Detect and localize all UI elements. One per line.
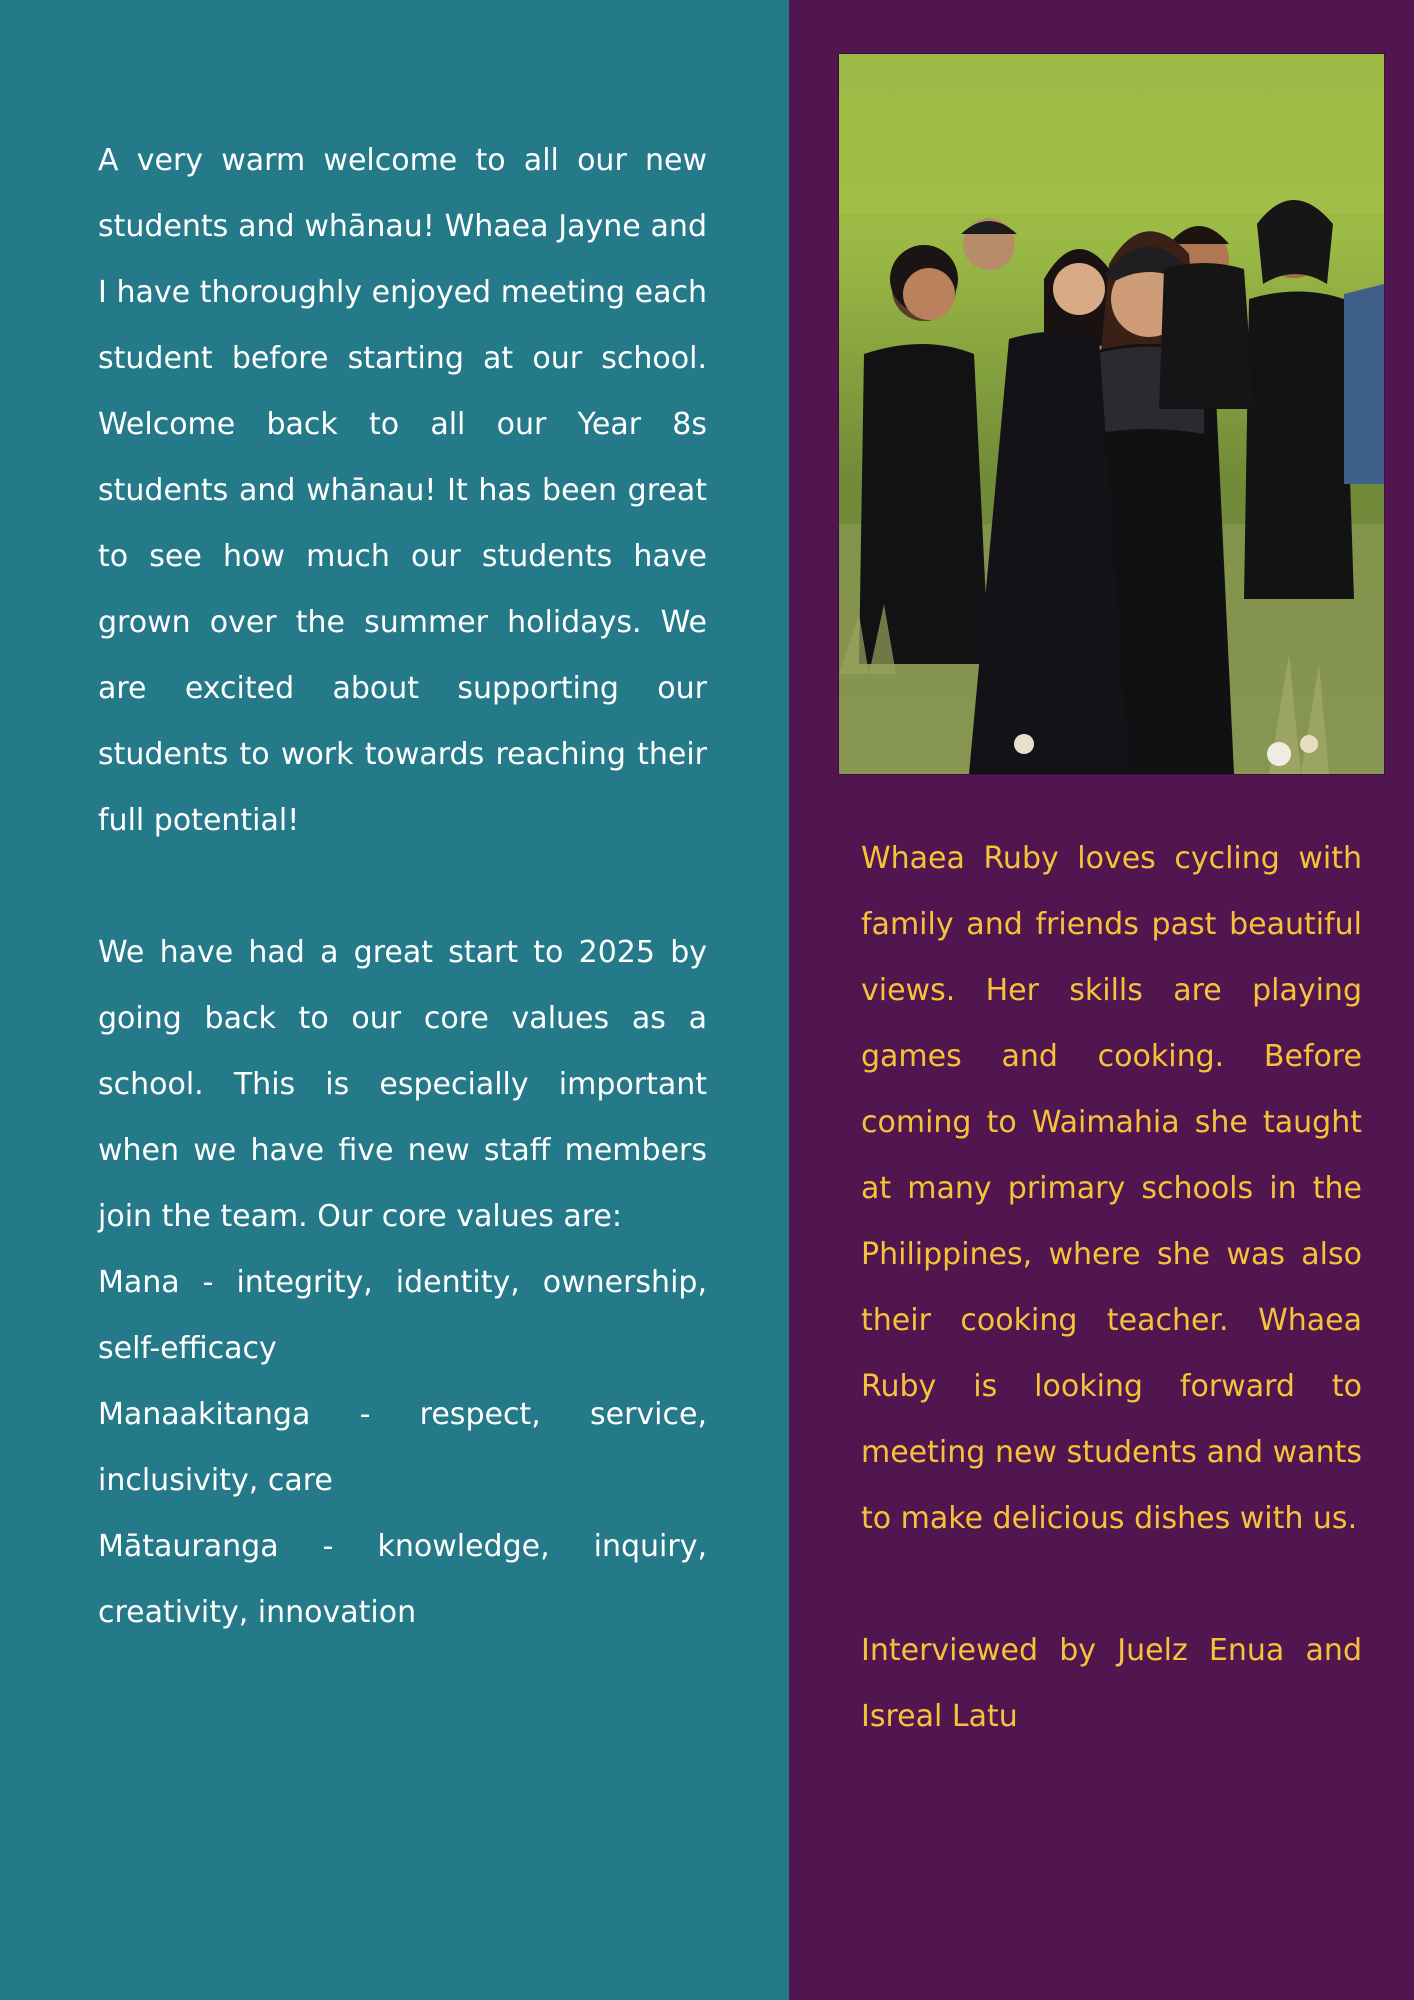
core-value-mana: Mana - integrity, identity, ownership, self-efficacy xyxy=(98,1265,707,1366)
welcome-paragraph: A very warm welcome to all our new students and whānau! Whaea Jayne and I have thoroughly enjoyed meeting each student before starting at our school. Welcome back to all our Year 8s students and whānau! It has been great to see how much our students have grown over the summer holidays. We are excited about supporting our students to work towards reaching their full potential! xyxy=(98,143,707,838)
core-value-matauranga: Mātauranga - knowledge, inquiry, creativity, innovation xyxy=(98,1529,707,1630)
core-value-manaakitanga: Manaakitanga - respect, service, inclusivity, care xyxy=(98,1397,707,1498)
interview-credit: Interviewed by Juelz Enua and Isreal Latu xyxy=(861,1633,1362,1734)
paragraph-spacer xyxy=(861,1552,1362,1618)
group-photo xyxy=(838,53,1385,775)
paragraph-spacer xyxy=(98,854,707,920)
right-column-text xyxy=(861,826,1362,1750)
staff-bio-paragraph: Whaea Ruby loves cycling with family and friends past beautiful views. Her skills are playing games and cooking. Before coming to Waimahia she taught at many primary schools in the Philippines, where she was also their cooking teacher. Whaea Ruby is looking forward to meeting new students and wants to make delicious dishes with us. xyxy=(861,841,1362,1536)
core-values-paragraph: We have had a great start to 2025 by going back to our core values as a school. This is especially important when we have five new staff members join the team. Our core values are: xyxy=(98,935,707,1234)
left-column-text xyxy=(98,128,707,1646)
